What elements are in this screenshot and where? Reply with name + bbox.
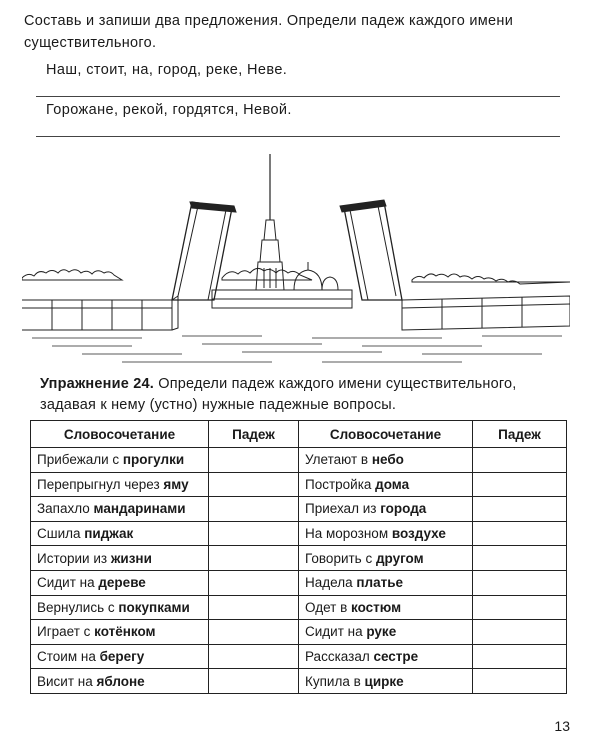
far-shore-trees xyxy=(412,274,570,284)
phrase-cell: Постройка дома xyxy=(299,472,473,497)
phrase-cell: Сшила пиджак xyxy=(31,521,209,546)
case-answer-cell[interactable] xyxy=(209,595,299,620)
case-answer-cell[interactable] xyxy=(473,669,567,694)
phrase-cell: На морозном воздухе xyxy=(299,521,473,546)
case-answer-cell[interactable] xyxy=(209,620,299,645)
phrase-cell: Стоим на берегу xyxy=(31,644,209,669)
phrase-cell: Прибежали с прогулки xyxy=(31,448,209,473)
phrase-cell: Приехал из города xyxy=(299,497,473,522)
cathedral-tower xyxy=(264,220,276,240)
case-answer-cell[interactable] xyxy=(473,521,567,546)
case-answer-cell[interactable] xyxy=(209,546,299,571)
header-case-right: Падеж xyxy=(473,421,567,448)
case-answer-cell[interactable] xyxy=(473,472,567,497)
sentence-words-2: Горожане, рекой, гордятся, Невой. xyxy=(46,102,292,118)
header-phrase-left: Словосочетание xyxy=(31,421,209,448)
table-row xyxy=(31,570,567,595)
drawbridge-illustration xyxy=(22,150,570,370)
table-row xyxy=(31,497,567,522)
left-raised-span xyxy=(172,202,232,300)
sentence-words-1: Наш, стоит, на, город, реке, Неве. xyxy=(46,62,288,78)
case-answer-cell[interactable] xyxy=(473,570,567,595)
phrase-cell: Рассказал сестре xyxy=(299,644,473,669)
table-row xyxy=(31,448,567,473)
case-answer-cell[interactable] xyxy=(209,448,299,473)
task-instructions: Составь и запиши два предложения. Определи падеж каждого имени существительного. xyxy=(24,13,514,51)
exercise-instructions: Определи падеж каждого имени существительного, задавая к нему (устно) нужные падежные вопросы. xyxy=(40,376,517,413)
header-phrase-right: Словосочетание xyxy=(299,421,473,448)
phrase-cell: Перепрыгнул через яму xyxy=(31,472,209,497)
phrase-cell: Одет в костюм xyxy=(299,595,473,620)
case-answer-cell[interactable] xyxy=(209,521,299,546)
phrase-cell: Висит на яблоне xyxy=(31,669,209,694)
exercise-label: Упражнение 24. xyxy=(40,376,154,392)
header-case-left: Падеж xyxy=(209,421,299,448)
phrase-cell: Говорить с другом xyxy=(299,546,473,571)
case-answer-cell[interactable] xyxy=(473,620,567,645)
table-header-row xyxy=(31,421,567,448)
case-answer-cell[interactable] xyxy=(209,669,299,694)
case-answer-cell[interactable] xyxy=(209,497,299,522)
phrase-cell: Надела платье xyxy=(299,570,473,595)
phrase-cell: Улетают в небо xyxy=(299,448,473,473)
case-answer-cell[interactable] xyxy=(473,595,567,620)
phrase-cell: Истории из жизни xyxy=(31,546,209,571)
left-bridge-abutment xyxy=(22,300,172,330)
case-answer-cell[interactable] xyxy=(209,570,299,595)
case-answer-cell[interactable] xyxy=(473,644,567,669)
table-row xyxy=(31,472,567,497)
case-answer-cell[interactable] xyxy=(209,472,299,497)
phrase-cell: Запахло мандаринами xyxy=(31,497,209,522)
phrase-cell: Играет с котёнком xyxy=(31,620,209,645)
phrase-cell: Сидит на руке xyxy=(299,620,473,645)
far-shore-trees xyxy=(22,270,122,280)
case-answer-cell[interactable] xyxy=(209,644,299,669)
table-row xyxy=(31,620,567,645)
answer-line-1[interactable] xyxy=(36,96,560,97)
table-row xyxy=(31,546,567,571)
case-answer-cell[interactable] xyxy=(473,497,567,522)
case-table xyxy=(30,420,567,694)
answer-line-2[interactable] xyxy=(36,136,560,137)
table-row xyxy=(31,669,567,694)
phrase-cell: Сидит на дереве xyxy=(31,570,209,595)
page-number: 13 xyxy=(554,718,570,734)
cathedral-tower xyxy=(260,240,280,262)
exercise-heading xyxy=(40,374,570,416)
phrase-cell: Купила в цирке xyxy=(299,669,473,694)
table-row xyxy=(31,644,567,669)
phrase-cell: Вернулись с покупками xyxy=(31,595,209,620)
table-row xyxy=(31,521,567,546)
case-answer-cell[interactable] xyxy=(473,546,567,571)
right-raised-span xyxy=(344,202,402,300)
river-water xyxy=(32,336,562,338)
right-bridge-abutment xyxy=(402,296,570,330)
table-row xyxy=(31,595,567,620)
case-answer-cell[interactable] xyxy=(473,448,567,473)
